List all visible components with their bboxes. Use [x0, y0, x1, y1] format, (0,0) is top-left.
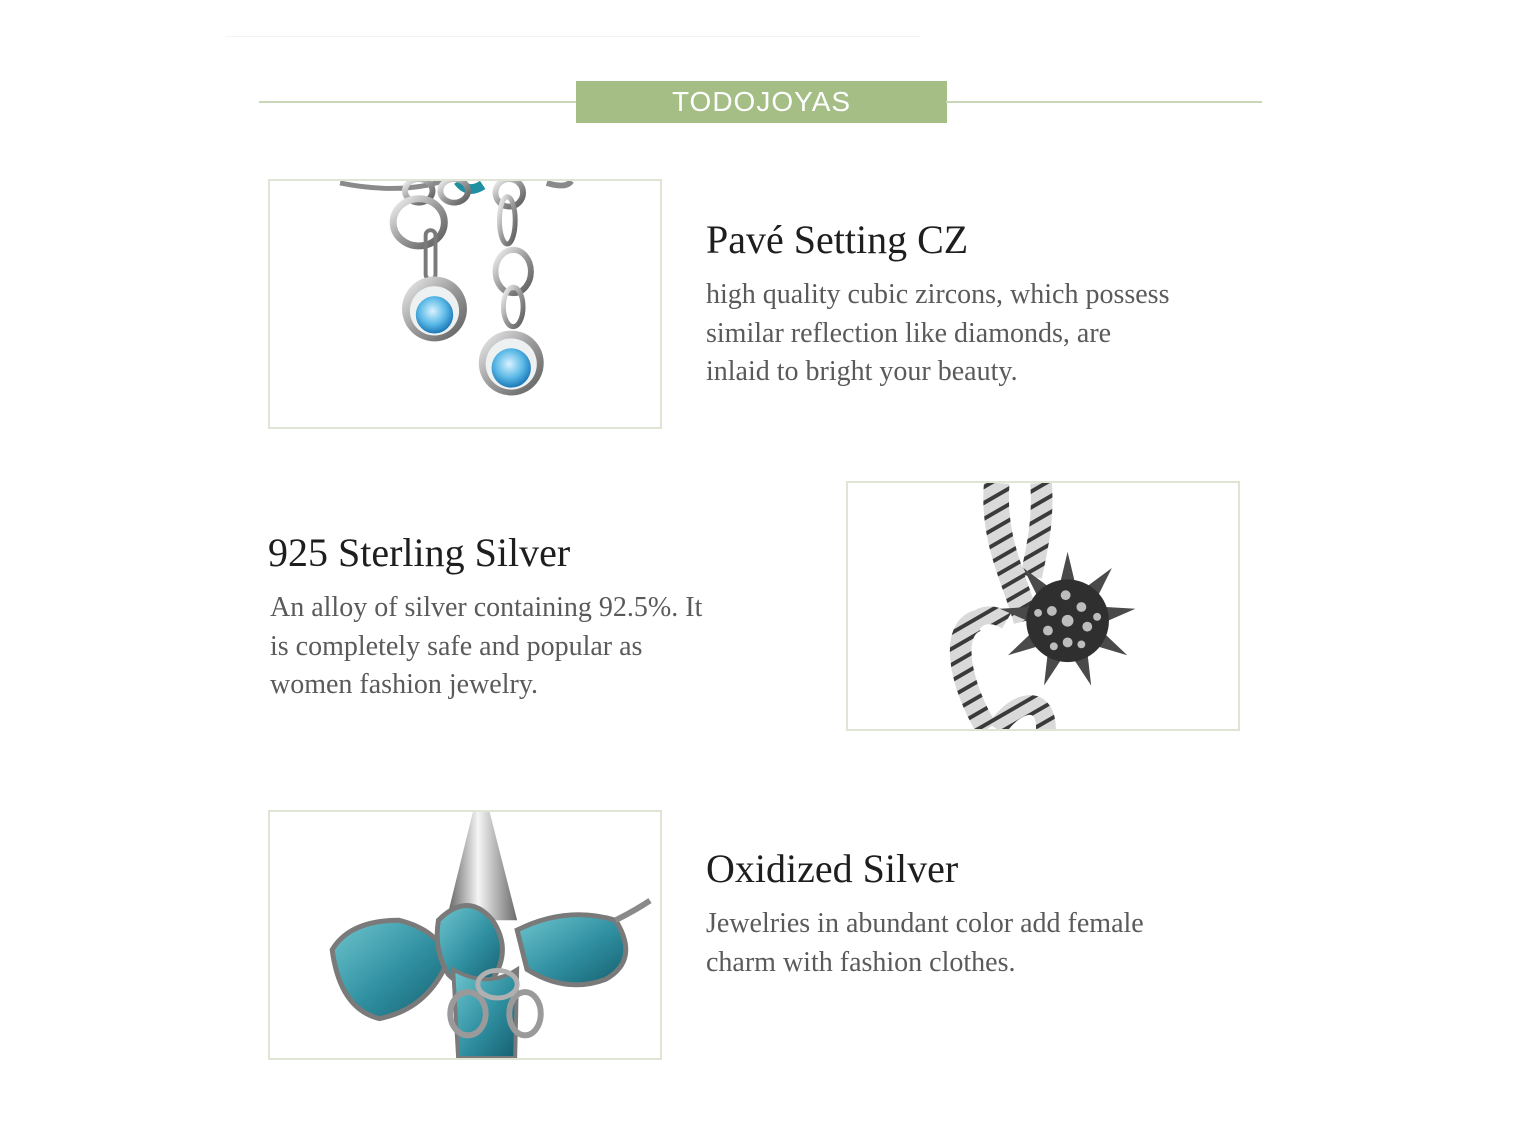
oxidized-flower-charm-icon [848, 483, 1238, 729]
feature-title-oxidized: Oxidized Silver [706, 846, 959, 891]
feature-desc-oxidized [706, 905, 1246, 982]
drop-earring-cz-photo [268, 179, 662, 429]
desc-line: women fashion jewelry. [270, 669, 538, 700]
desc-line: charm with fashion clothes. [706, 946, 1016, 978]
blue-enamel-lily-icon [270, 812, 660, 1058]
oxidized-flower-charm-photo [846, 481, 1240, 731]
feature-desc-sterling [270, 589, 790, 705]
brand-name: TODOJOYAS [671, 86, 852, 117]
desc-line: inlaid to bright your beauty. [706, 356, 1018, 387]
drop-earring-cz-icon [270, 181, 660, 427]
feature-title-sterling: 925 Sterling Silver [268, 530, 571, 575]
feature-desc-pave [706, 276, 1266, 392]
blue-enamel-lily-photo [268, 810, 662, 1060]
desc-line: similar reflection like diamonds, are [706, 317, 1112, 349]
header-line-left [259, 101, 577, 103]
header-line-right [946, 101, 1262, 103]
top-divider [225, 36, 920, 37]
desc-line: high quality cubic zircons, which possess [706, 279, 1170, 310]
desc-line: An alloy of silver containing 92.5%. It [270, 592, 703, 623]
desc-line: is completely safe and popular as [270, 630, 643, 662]
feature-title-pave: Pavé Setting CZ [706, 217, 969, 262]
desc-line: Jewelries in abundant color add female [706, 908, 1144, 939]
brand-banner [576, 81, 947, 123]
